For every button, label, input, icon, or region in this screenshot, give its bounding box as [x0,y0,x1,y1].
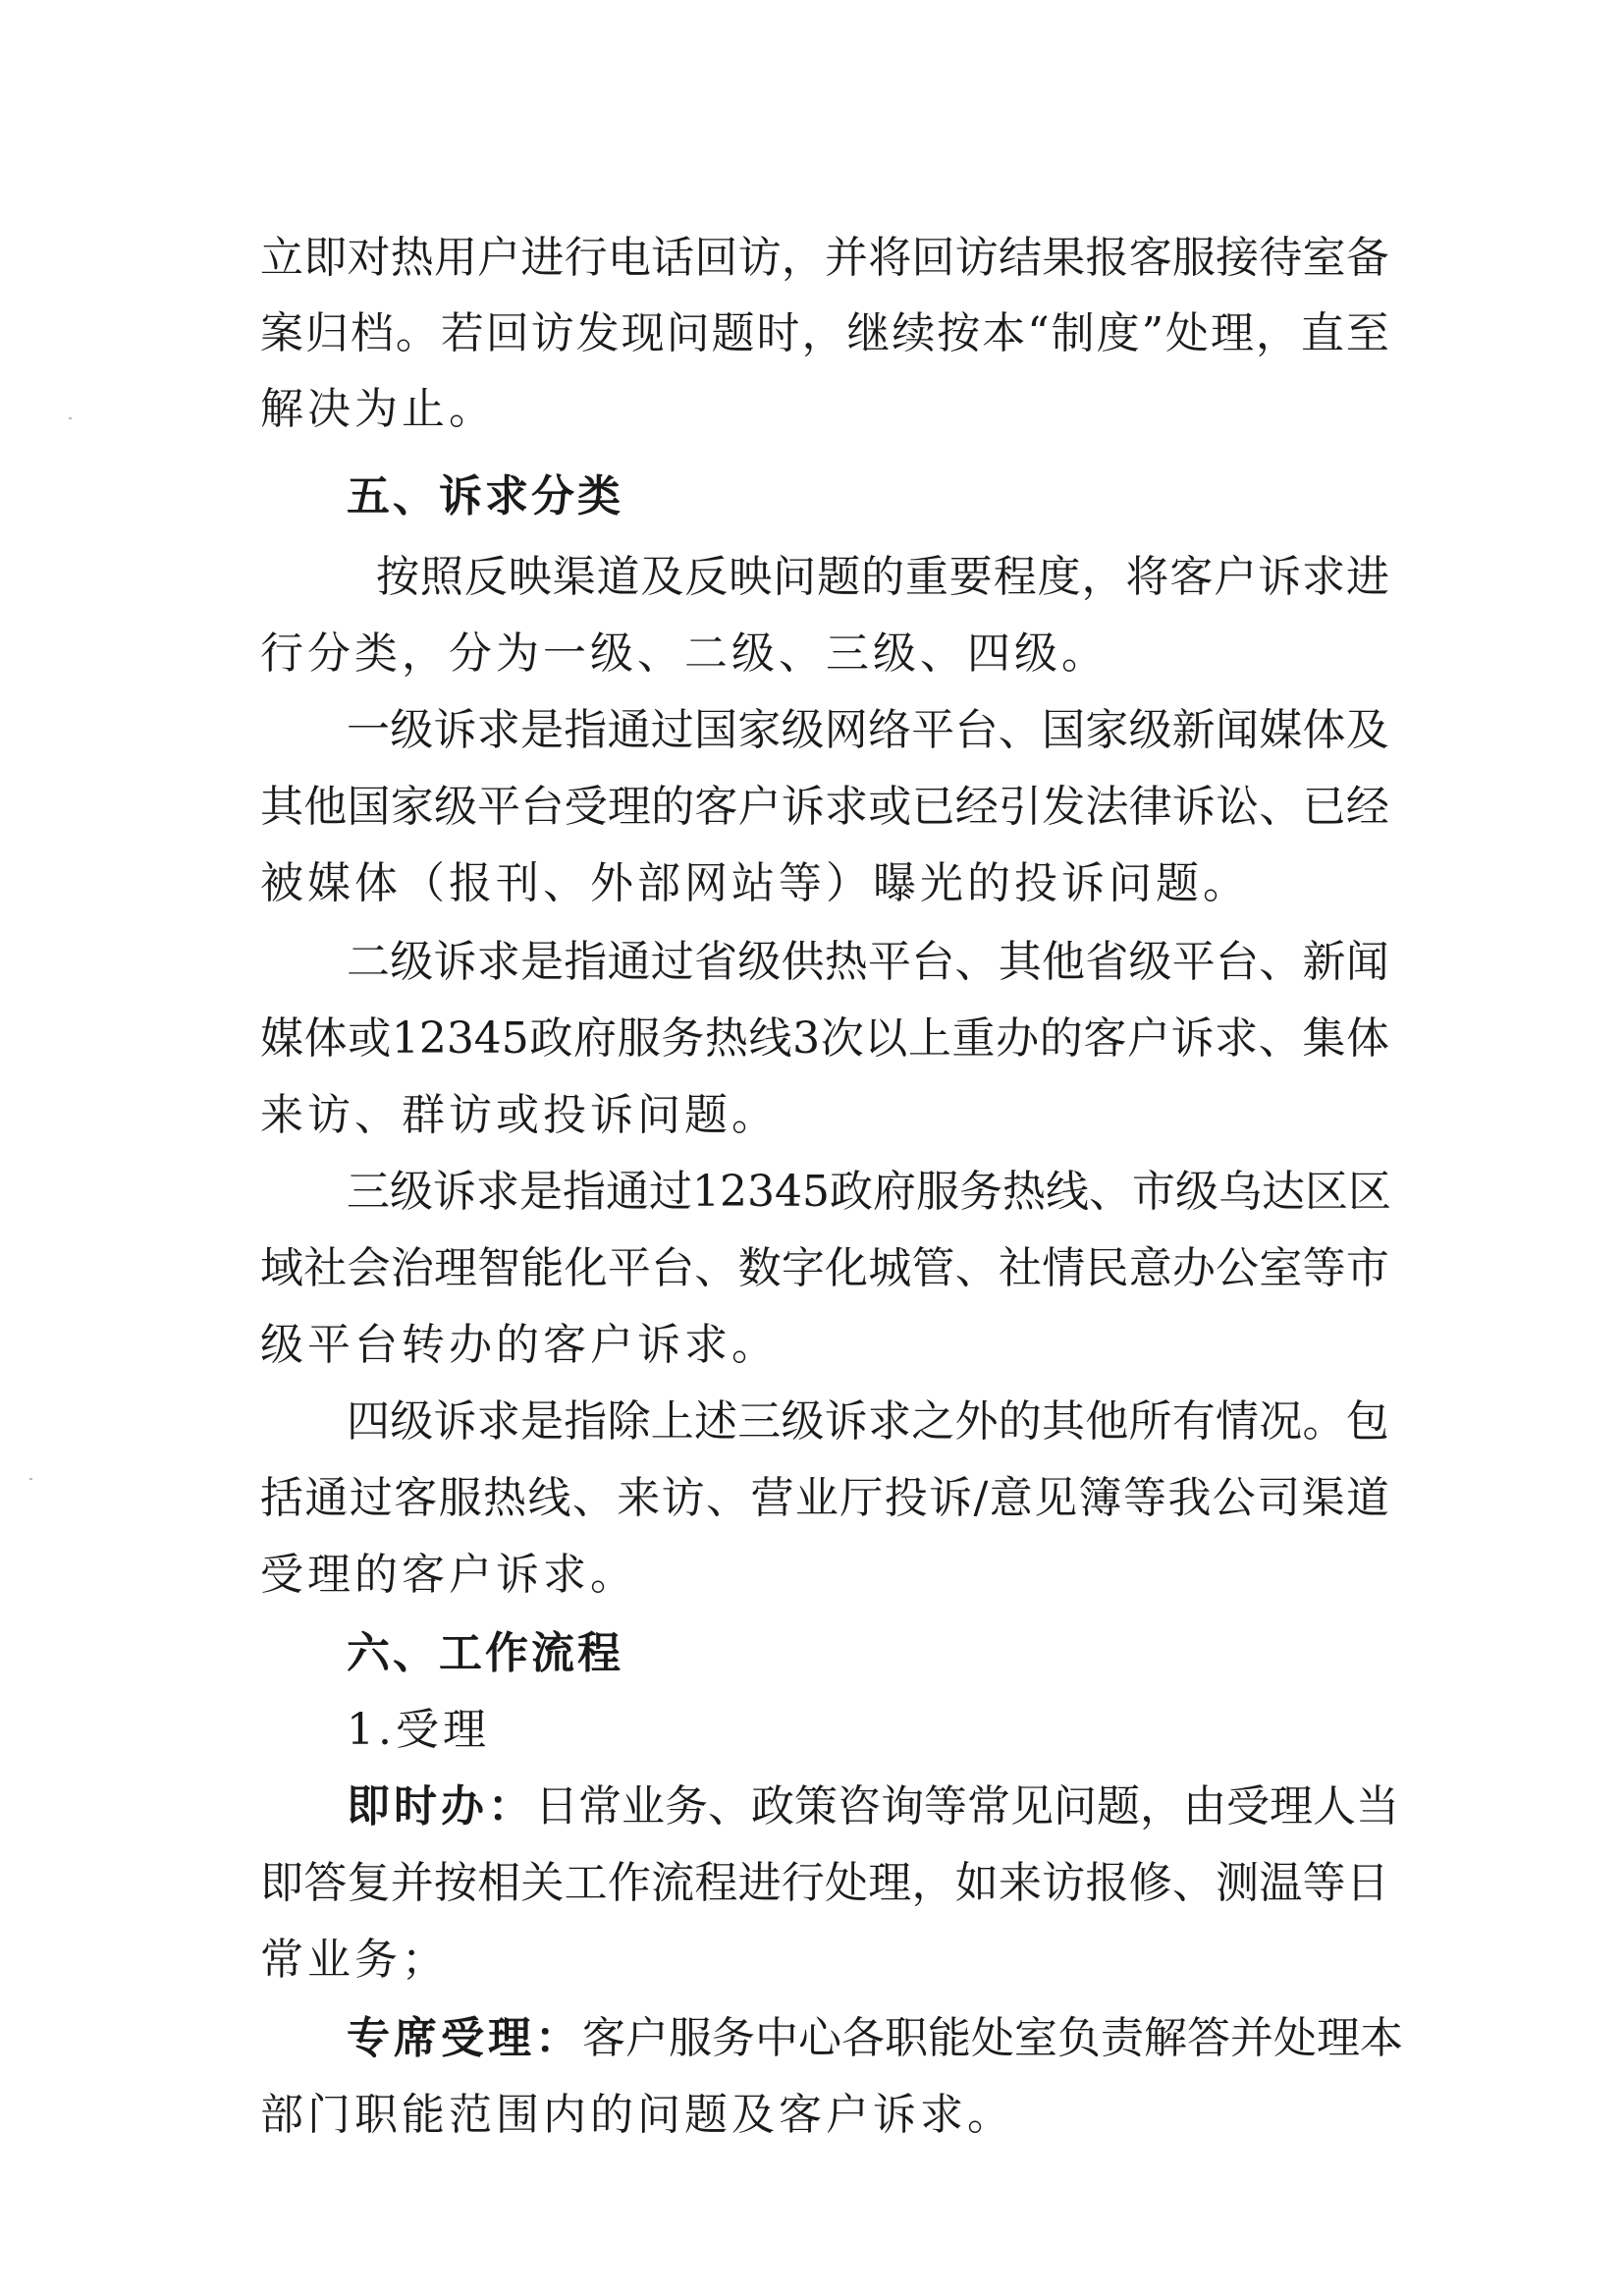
lead-term-instant: 即时办： [347,1781,535,1831]
subsection-heading: 1.受理 [347,1705,490,1755]
paragraph-line: 二 级 诉 求 是 指 通 过 省 级 供 热 平 台 、 其 他 省 级 平 台 、 新 闻 [347,937,1389,987]
paragraph-line [347,1779,1399,1834]
paragraph-text: 日 常 业 务 、 政 策 咨 询 等 常 见 问 题 ， 由 受 理 人 当 [535,1781,1399,1831]
paragraph-line: 受理的客户诉求。 [260,1550,637,1600]
paragraph-line: 按 照 反 映 渠 道 及 反 映 问 题 的 重 要 程 度 ， 将 客 户 诉 求 进 [376,552,1389,602]
paragraph-line: 来访、群访或投诉问题。 [260,1090,779,1140]
paragraph-line: 案 归 档 。 若 回 访 发 现 问 题 时 ， 继 续 按 本 “ 制 度 ” 处 理 ， 直 至 [260,308,1389,358]
scan-speck [69,417,72,419]
paragraph-line: 被媒体（报刊、外部网站等）曝光的投诉问题。 [260,858,1250,908]
paragraph-line: 解决为止。 [260,384,496,434]
paragraph-line: 一 级 诉 求 是 指 通 过 国 家 级 网 络 平 台 、 国 家 级 新 闻 媒 体 及 [347,705,1389,755]
paragraph-line: 三 级 诉 求 是 指 通 过 12345 政 府 服 务 热 线 、 市 级 乌 达 区 区 [347,1167,1391,1217]
paragraph-line: 域 社 会 治 理 智 能 化 平 台 、 数 字 化 城 管 、 社 情 民 意 办 公 室 等 市 [260,1243,1389,1293]
paragraph-line: 立 即 对 热 用 户 进 行 电 话 回 访 ， 并 将 回 访 结 果 报 客 服 接 待 室 备 [260,233,1389,283]
paragraph-line: 即 答 复 并 按 相 关 工 作 流 程 进 行 处 理 ， 如 来 访 报 修 、 测 温 等 日 [260,1858,1389,1908]
paragraph-line: 括 通 过 客 服 热 线 、 来 访 、 营 业 厅 投 诉 / 意 见 簿 等 我 公 司 渠 道 [260,1473,1389,1523]
paragraph-line: 级平台转办的客户诉求。 [260,1320,779,1370]
scan-speck [29,1478,32,1480]
paragraph-line: 其 他 国 家 级 平 台 受 理 的 客 户 诉 求 或 已 经 引 发 法 律 诉 讼 、 已 经 [260,782,1389,832]
paragraph-line: 四 级 诉 求 是 指 除 上 述 三 级 诉 求 之 外 的 其 他 所 有 情 况 。 包 [347,1396,1389,1447]
paragraph-text: 客 户 服 务 中 心 各 职 能 处 室 负 责 解 答 并 处 理 本 [582,2013,1403,2063]
paragraph-line: 行分类，分为一级、二级、三级、四级。 [260,629,1109,679]
paragraph-line: 部门职能范围内的问题及客户诉求。 [260,2090,1014,2140]
paragraph-line [347,2011,1403,2066]
section-heading-6: 六、工作流程 [347,1628,623,1678]
lead-term-dedicated: 专席受理： [347,2013,582,2063]
section-heading-5: 五、诉求分类 [347,471,623,521]
paragraph-line: 常业务； [260,1935,449,1985]
paragraph-line: 媒 体 或 12345 政 府 服 务 热 线 3 次 以 上 重 办 的 客 户 诉 求 、 集 体 [260,1013,1389,1064]
